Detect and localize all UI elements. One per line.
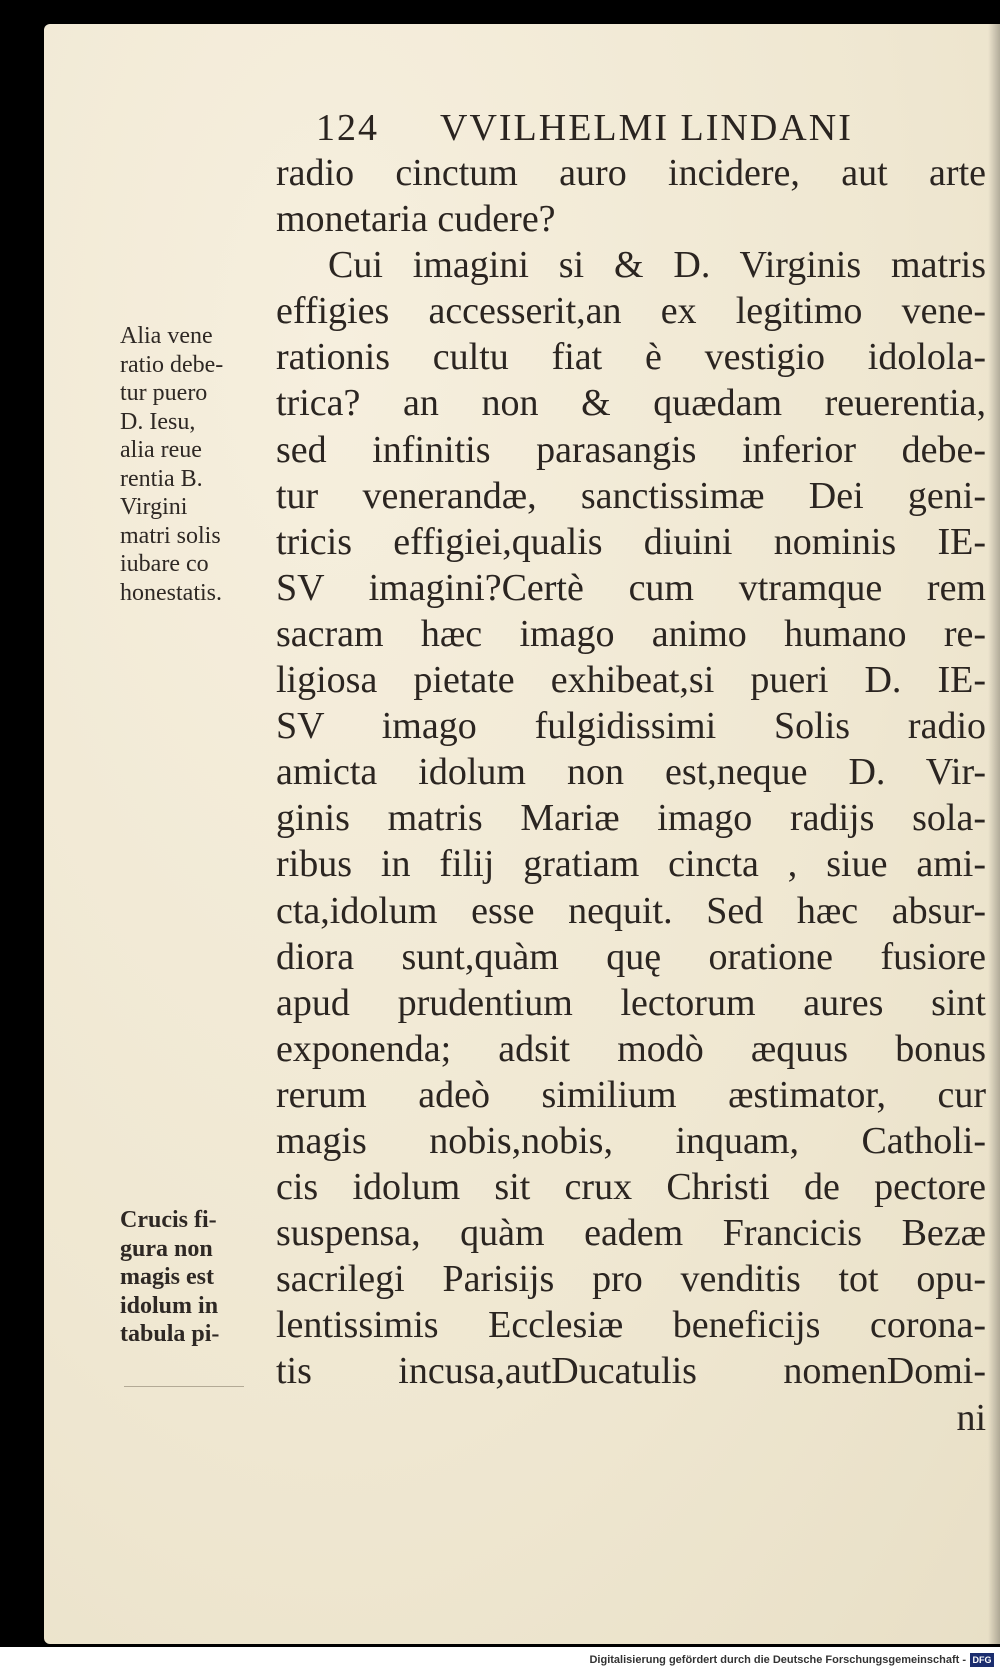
page-edge-shadow: [988, 24, 1000, 1644]
margin-note-line: idolum in: [120, 1292, 219, 1319]
text-line: monetaria cudere?: [276, 198, 556, 241]
catchword: ni: [956, 1396, 986, 1439]
dfg-logo: DFG: [970, 1653, 994, 1667]
margin-note-line: tabula pi-: [120, 1321, 220, 1347]
digitization-footer: [0, 1647, 1000, 1676]
text-line: ribus in filij gratiam cincta , siue ami-: [276, 843, 986, 886]
margin-note-line: alia reue: [120, 437, 202, 463]
margin-note-veneration: [120, 322, 282, 607]
text-line: amicta idolum non est,neque D. Vir-: [276, 751, 986, 794]
page-number: 124: [316, 107, 379, 149]
text-line: tis incusa,autDucatulis nomenDomi-: [276, 1350, 986, 1393]
margin-note-cross: [120, 1206, 282, 1349]
text-line: tricis effigiei,qualis diuini nominis IE-: [276, 520, 986, 563]
text-line: trica? an non & quædam reuerentia,: [276, 382, 986, 425]
footer-credit: Digitalisierung gefördert durch die Deutsche Forschungsgemeinschaft -: [589, 1654, 966, 1666]
text-line: SV imagini?Certè cum vtramque rem: [276, 566, 986, 609]
text-line: ligiosa pietate exhibeat,si pueri D. IE-: [276, 659, 986, 702]
text-line: SV imago fulgidissimi Solis radio: [276, 705, 986, 748]
running-title: VVILHELMI LINDANI: [440, 107, 853, 149]
margin-note-line: iubare co: [120, 551, 209, 577]
text-line: cis idolum sit crux Christi de pectore: [276, 1166, 986, 1209]
margin-note-line: D. Iesu,: [120, 408, 196, 435]
text-line: lentissimis Ecclesiæ beneficijs corona-: [276, 1304, 986, 1347]
margin-note-line: gura non: [120, 1235, 213, 1262]
text-line: rerum adeò similium æstimator, cur: [276, 1073, 986, 1116]
margin-note-line: tur puero: [120, 380, 208, 406]
text-line: ginis matris Mariæ imago radijs sola-: [276, 797, 986, 840]
text-line: sacrilegi Parisijs pro venditis tot opu-: [276, 1258, 986, 1301]
margin-rule: [124, 1386, 244, 1387]
text-line: radio cinctum auro incidere, aut arte: [276, 152, 986, 194]
text-line: diora sunt,quàm quę oratione fusiore: [276, 935, 986, 978]
text-line: Cui imagini si & D. Virginis matris: [328, 244, 986, 287]
text-line: cta,idolum esse nequit. Sed hæc absur-: [276, 889, 986, 932]
text-line: suspensa, quàm eadem Francicis Bezæ: [276, 1212, 986, 1255]
margin-note-line: ratio debe-: [120, 351, 224, 378]
margin-note-line: Crucis fi-: [120, 1207, 217, 1233]
text-line: rationis cultu fiat è vestigio idolola-: [276, 336, 986, 379]
text-line: sacram hæc imago animo humano re-: [276, 612, 986, 655]
margin-note-line: Alia vene: [120, 323, 213, 349]
margin-note-line: magis est: [120, 1264, 214, 1290]
main-text-block: [276, 150, 986, 1441]
margin-note-line: rentia B.: [120, 465, 203, 492]
text-line: exponenda; adsit modò æquus bonus: [276, 1027, 986, 1070]
text-line: sed infinitis parasangis inferior debe-: [276, 428, 986, 471]
text-line: effigies accesserit,an ex legitimo vene-: [276, 290, 986, 333]
text-line: magis nobis,nobis, inquam, Catholi-: [276, 1119, 986, 1162]
text-line: apud prudentium lectorum aures sint: [276, 981, 986, 1024]
running-header: [316, 106, 926, 152]
margin-note-line: Virgini: [120, 494, 188, 520]
text-line: tur venerandæ, sanctissimæ Dei geni-: [276, 474, 986, 517]
margin-note-line: matri solis: [120, 522, 221, 549]
margin-note-line: honestatis.: [120, 579, 222, 606]
